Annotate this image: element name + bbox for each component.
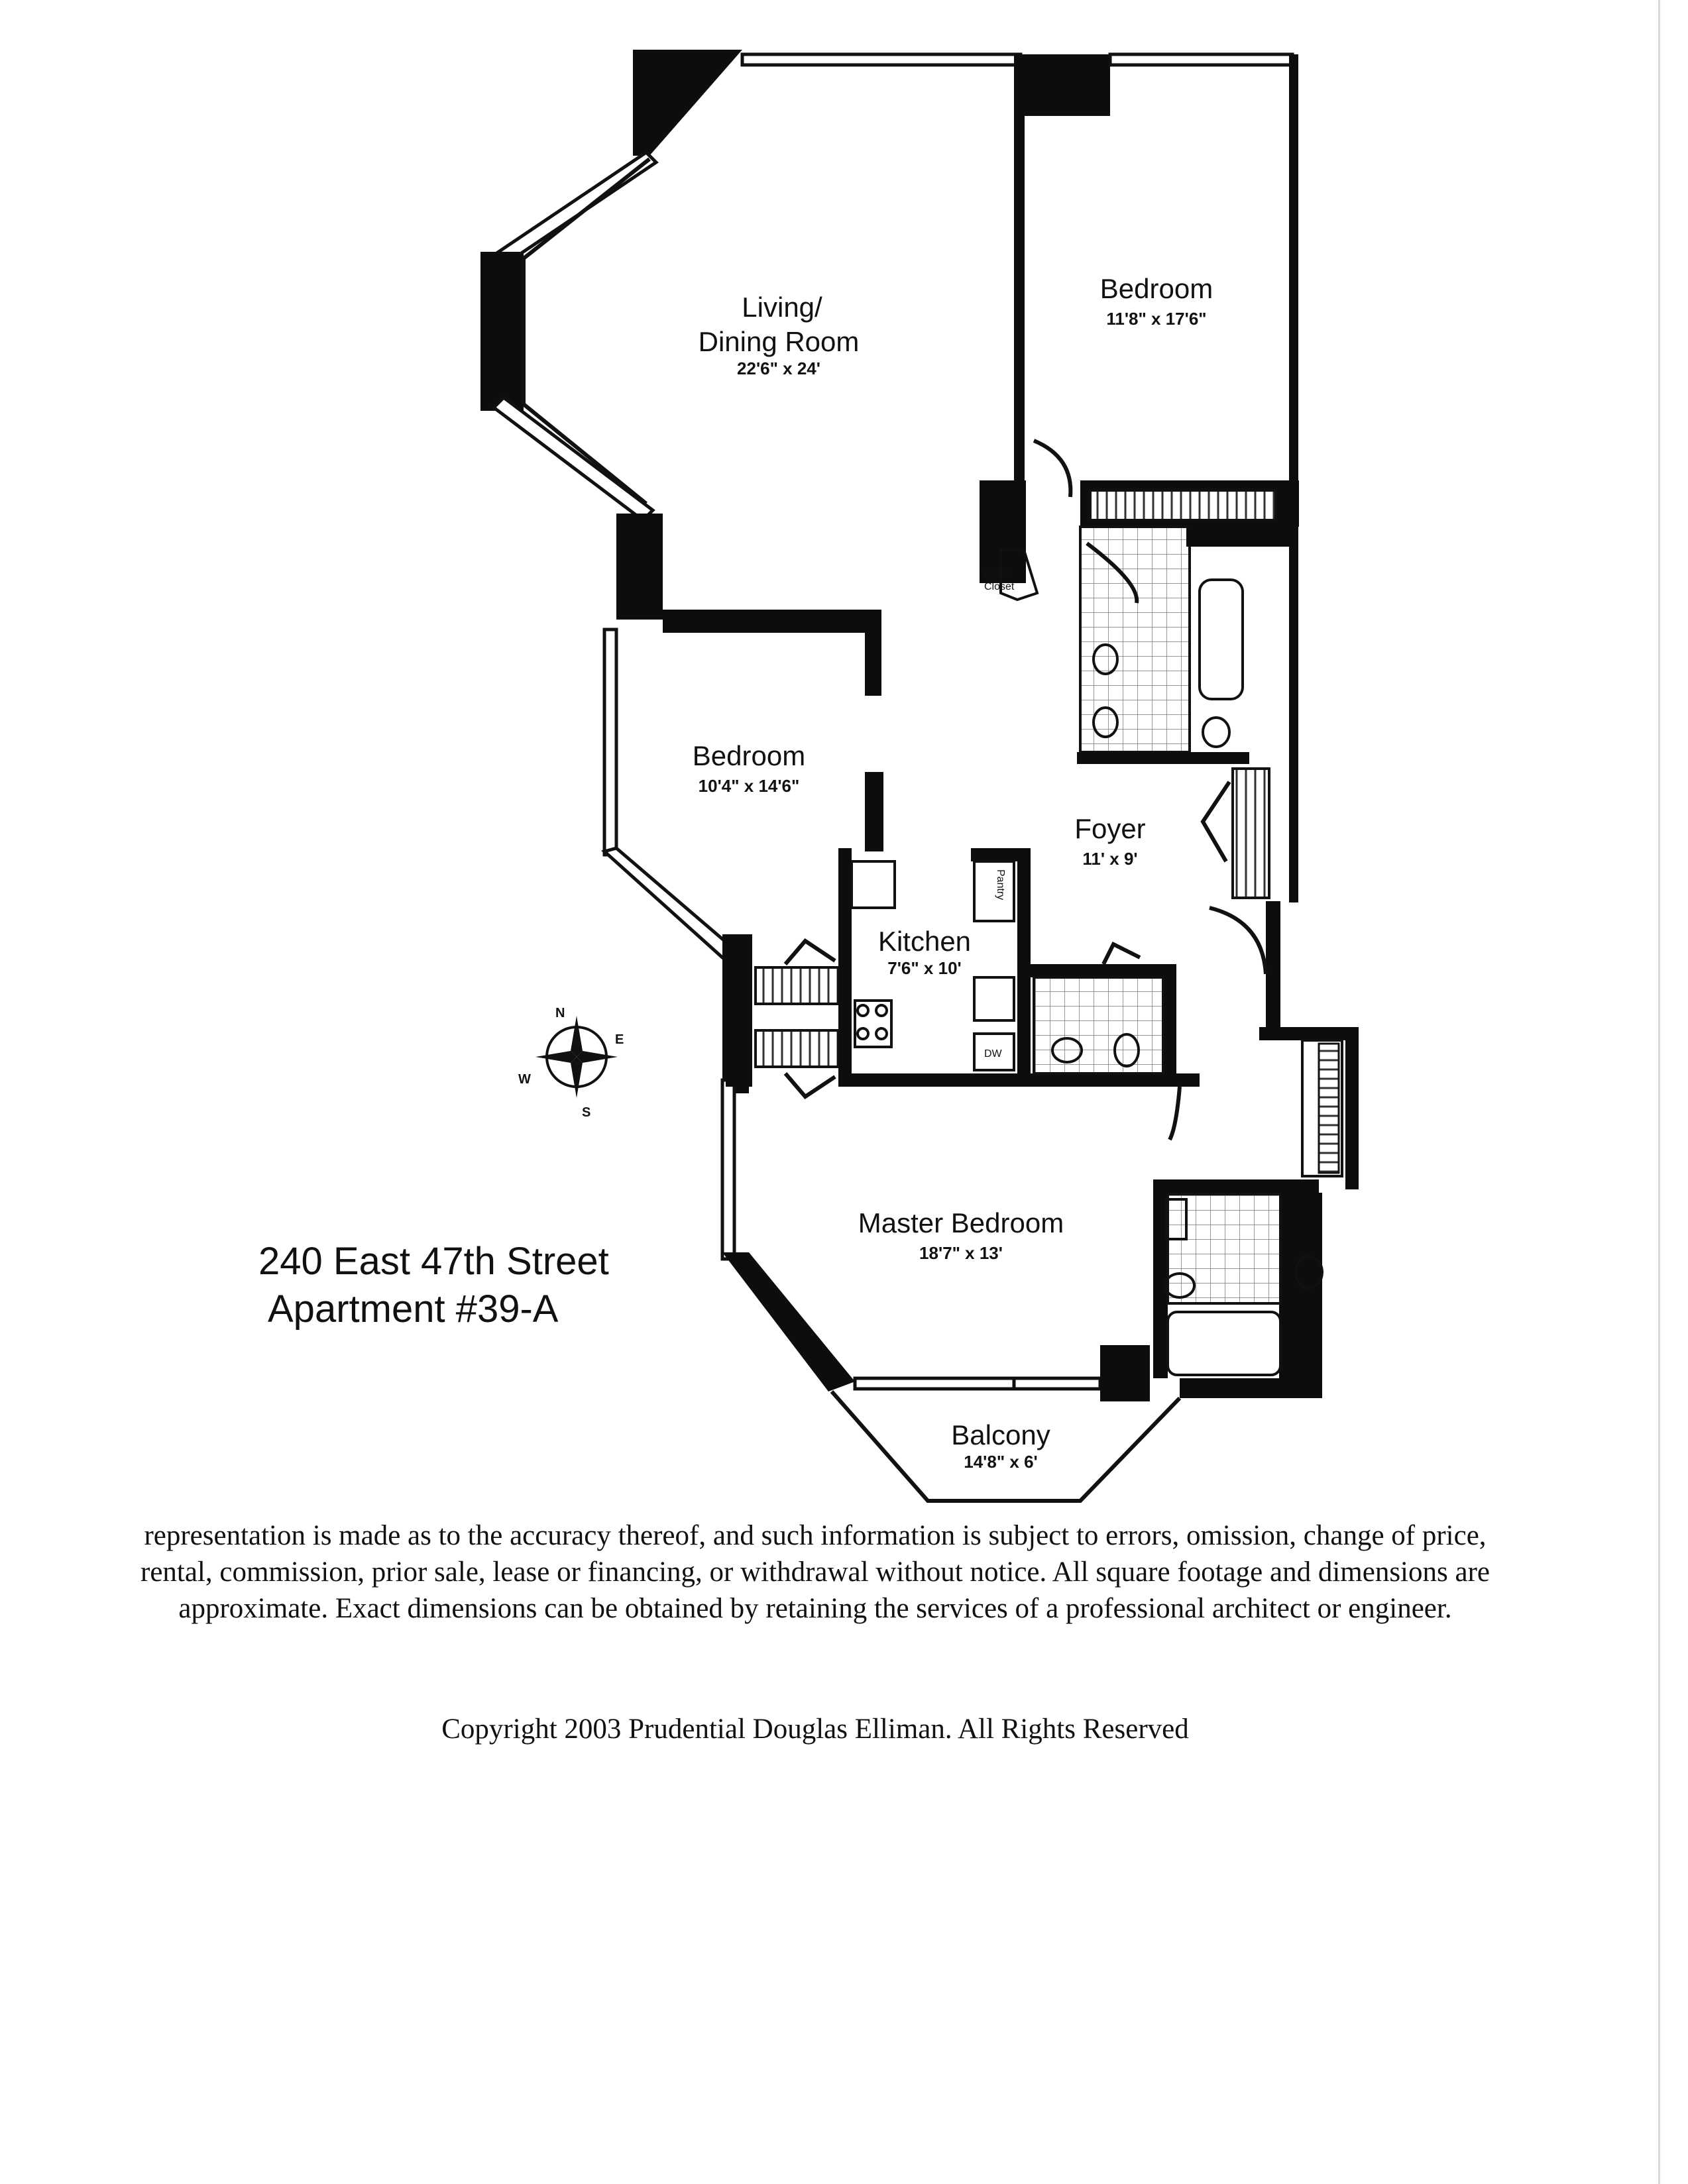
bedroom-ne-name: Bedroom bbox=[1099, 273, 1213, 304]
living-room-name-2: Dining Room bbox=[698, 326, 860, 357]
compass-west: W bbox=[518, 1072, 531, 1087]
compass-east: E bbox=[615, 1032, 624, 1047]
foyer-dims: 11' x 9' bbox=[1082, 849, 1138, 869]
property-address bbox=[258, 1238, 609, 1333]
balcony-dims: 14'8" x 6' bbox=[964, 1452, 1038, 1472]
powder-room bbox=[1034, 944, 1163, 1073]
bedroom-w-name: Bedroom bbox=[692, 740, 806, 771]
balcony-name: Balcony bbox=[951, 1419, 1050, 1450]
pantry-label: Pantry bbox=[995, 869, 1006, 901]
dishwasher-label: DW bbox=[984, 1048, 1002, 1060]
compass-rose-icon bbox=[518, 1006, 624, 1120]
compass-south: S bbox=[582, 1105, 591, 1120]
living-room-dims: 22'6" x 24' bbox=[737, 358, 820, 378]
master-closet bbox=[1302, 1040, 1342, 1176]
kitchen-dims: 7'6" x 10' bbox=[887, 958, 962, 978]
address-apartment: Apartment #39-A bbox=[268, 1287, 559, 1331]
master-bedroom-name: Master Bedroom bbox=[858, 1207, 1064, 1238]
page-margin-line bbox=[1658, 0, 1660, 2184]
bedroom-ne-dims: 11'8" x 17'6" bbox=[1106, 309, 1207, 329]
bedroom-w-dims: 10'4" x 14'6" bbox=[698, 776, 800, 796]
bathroom-1 bbox=[1077, 480, 1299, 764]
address-street: 240 East 47th Street bbox=[258, 1240, 609, 1283]
master-bedroom-dims: 18'7" x 13' bbox=[919, 1243, 1003, 1263]
copyright-text: Copyright 2003 Prudential Douglas Elliman. All Rights Reserved bbox=[441, 1714, 1189, 1745]
foyer-closet bbox=[1203, 769, 1269, 898]
disclaimer-text: representation is made as to the accuracy thereof, and such information is subject to errors, omission, change of price, rental, commission, prior sale, lease or financing, or withdrawal without notice. All square footage and dimensions are approximate. Exact dimensions can be obtained by retaining the services of a professional architect or engineer. bbox=[141, 1520, 1490, 1624]
linen-closet-label-2: Closet bbox=[984, 581, 1015, 592]
hall-closets bbox=[726, 934, 838, 1097]
living-room-name-1: Living/ bbox=[742, 292, 822, 323]
foyer-name: Foyer bbox=[1074, 813, 1146, 844]
linen-closet-label-1: Linen bbox=[984, 568, 1011, 579]
compass-north: N bbox=[555, 1006, 565, 1020]
kitchen-name: Kitchen bbox=[877, 926, 972, 957]
